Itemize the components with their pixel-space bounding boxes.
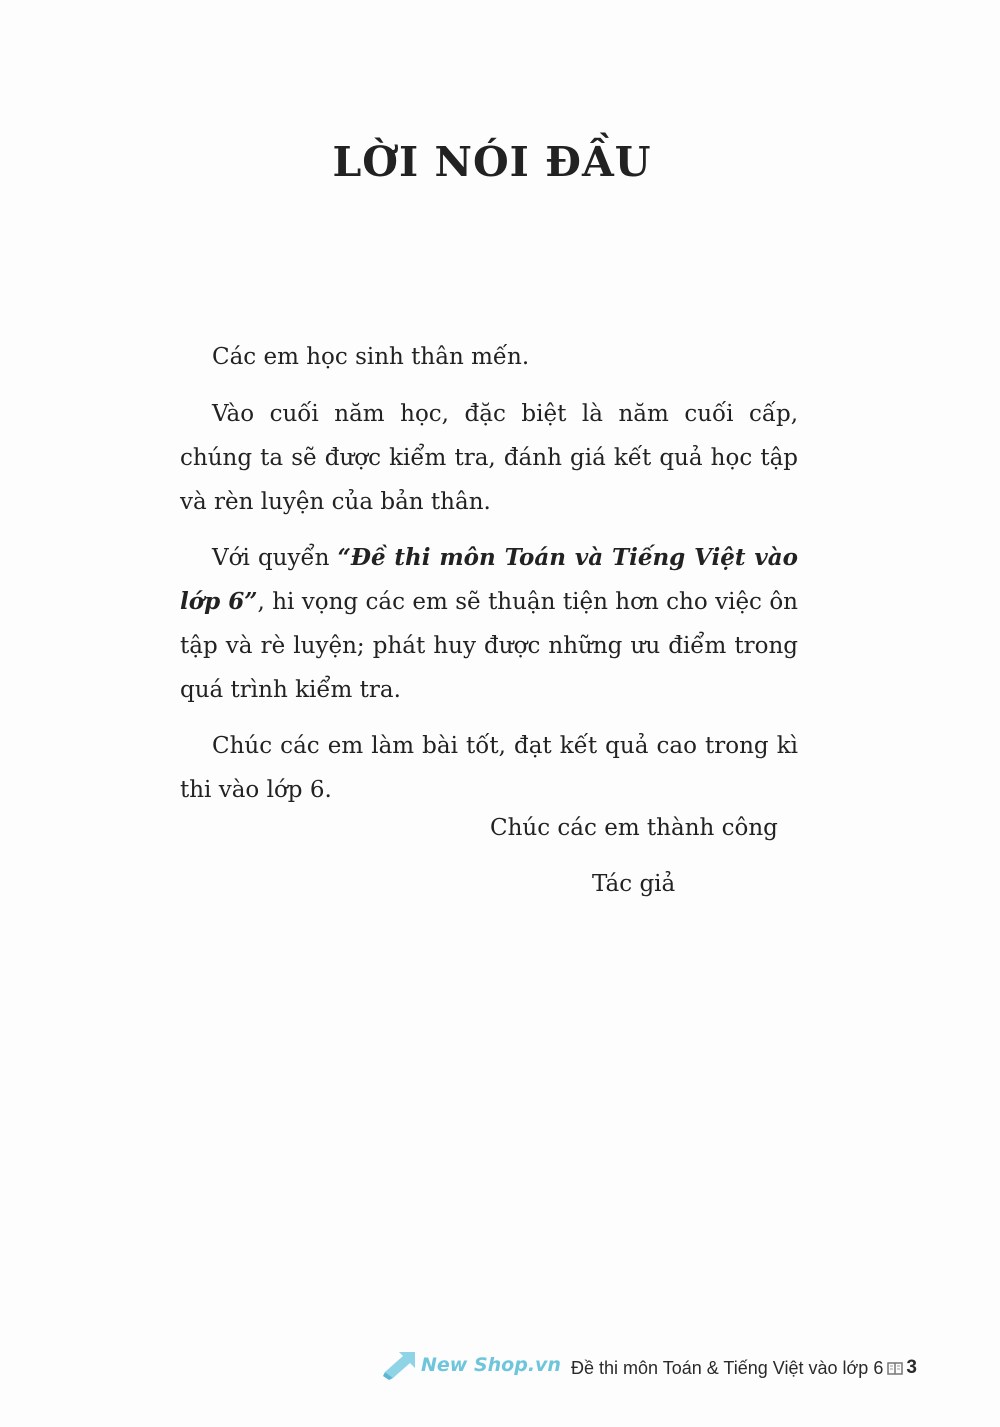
page-number: 3 [906, 1357, 917, 1378]
open-book-icon [887, 1360, 903, 1376]
preface-body [180, 335, 798, 824]
paragraph-2-prefix: Với quyển [212, 545, 338, 571]
logo-text: New Shop.vn [421, 1354, 561, 1376]
author-signature: Tác giả [592, 871, 676, 897]
newshop-logo [383, 1350, 561, 1380]
paragraph-1: Vào cuối năm học, đặc biệt là năm cuối cấp, chúng ta sẽ được kiểm tra, đánh giá kết quả học tập và rèn luyện của bản thân. [180, 401, 798, 515]
page-footer [383, 1350, 943, 1390]
closing-wish: Chúc các em thành công [490, 815, 778, 841]
footer-book-info [571, 1357, 917, 1379]
paragraph-2-suffix: , hi vọng các em sẽ thuận tiện hơn cho việc ôn tập và rè luyện; phát huy được những ưu điểm trong quá trình kiểm tra. [180, 589, 798, 703]
paragraph-2 [180, 536, 798, 712]
greeting-paragraph: Các em học sinh thân mến. [212, 344, 530, 370]
footer-book-name: Đề thi môn Toán & Tiếng Việt vào lớp 6 [571, 1357, 884, 1378]
arrow-logo-icon [383, 1350, 417, 1380]
book-title-quote: “Đề thi môn Toán và Tiếng Việt vào lớp 6” [180, 544, 798, 615]
paragraph-3: Chúc các em làm bài tốt, đạt kết quả cao trong kì thi vào lớp 6. [180, 733, 798, 803]
page-title: LỜI NÓI ĐẦU [332, 138, 652, 186]
